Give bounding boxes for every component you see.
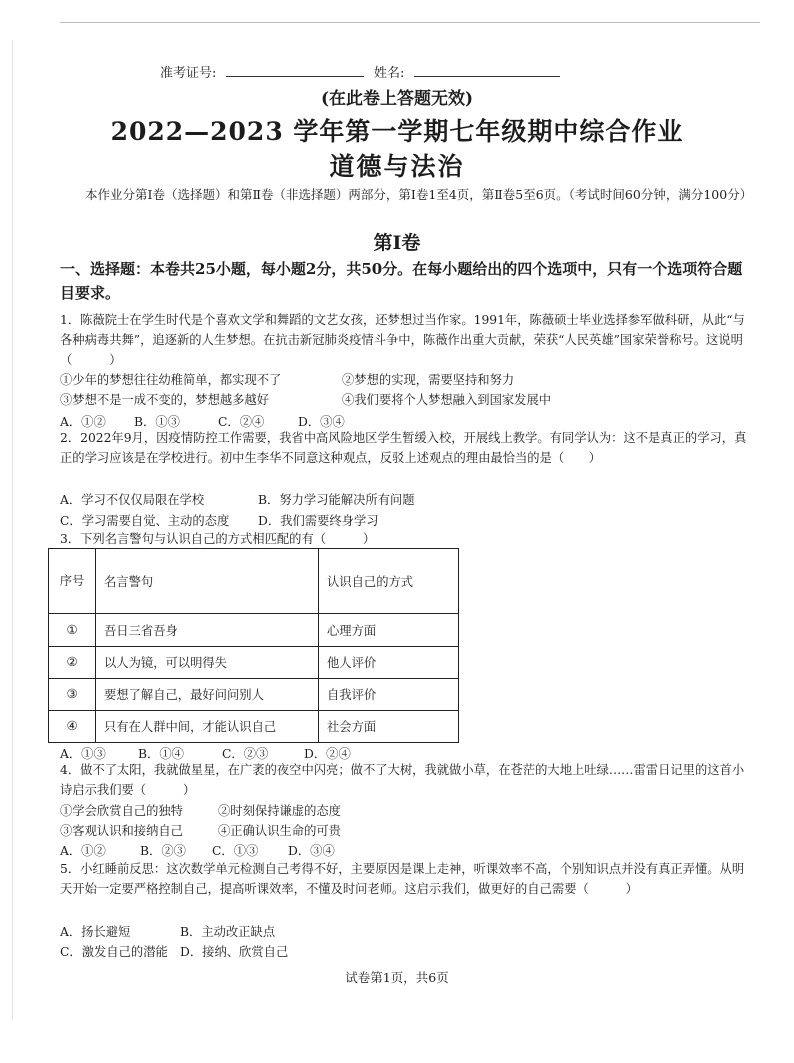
table-cell-method: 社会方面 bbox=[319, 710, 459, 742]
question-1-statement-2: ②梦想的实现，需要坚持和努力 bbox=[342, 373, 515, 387]
table-row bbox=[49, 646, 459, 678]
question-5-option-c[interactable]: C．激发自己的潜能 bbox=[60, 945, 168, 959]
table-row bbox=[49, 614, 459, 646]
table-row bbox=[49, 678, 459, 710]
question-2-option-c[interactable]: C．学习需要自觉、主动的态度 bbox=[60, 514, 230, 528]
table-cell-number: ② bbox=[49, 646, 96, 678]
binding-margin-line bbox=[12, 40, 13, 1020]
question-3-option-c[interactable]: C．②③ bbox=[222, 747, 269, 761]
exam-id-label: 准考证号: bbox=[160, 66, 217, 81]
table-cell-quote: 只有在人群中间，才能认识自己 bbox=[96, 710, 319, 742]
question-5-option-b[interactable]: B．主动改正缺点 bbox=[180, 925, 276, 939]
table-cell-method: 自我评价 bbox=[319, 678, 459, 710]
table-cell-quote: 吾日三省吾身 bbox=[96, 614, 319, 646]
table-cell-method: 心理方面 bbox=[319, 614, 459, 646]
question-4-stem: 4．做不了太阳，我就做星星，在广袤的夜空中闪亮；做不了大树，我就做小草，在苍茫的大地上吐绿……雷雷日记里的这首小诗启示我们要（ ） bbox=[60, 763, 745, 797]
question-1-statement-1: ①少年的梦想往往幼稚简单，都实现不了 bbox=[60, 373, 282, 387]
table-header-method: 认识自己的方式 bbox=[319, 549, 459, 614]
question-5-option-d[interactable]: D．接纳、欣赏自己 bbox=[180, 945, 289, 959]
quotes-table bbox=[48, 548, 459, 743]
subject-title: 道德与法治 bbox=[329, 152, 465, 181]
table-row bbox=[49, 710, 459, 742]
question-1-option-b[interactable]: B．①③ bbox=[134, 415, 180, 429]
exam-intro: 本作业分第Ⅰ卷（选择题）和第Ⅱ卷（非选择题）两部分，第Ⅰ卷1至4页，第Ⅱ卷5至6页。（考试时间60分钟，满分100分） bbox=[85, 187, 753, 202]
question-3-option-d[interactable]: D．②④ bbox=[304, 747, 351, 761]
question-4-statement-1: ①学会欣赏自己的独特 bbox=[60, 804, 183, 818]
question-3-stem: 3．下列名言警句与认识自己的方式相匹配的有（ ） bbox=[60, 532, 376, 546]
question-1-statement-4: ④我们要将个人梦想融入到国家发展中 bbox=[342, 393, 552, 407]
question-4-option-c[interactable]: C．①③ bbox=[212, 844, 259, 858]
question-5-stem: 5．小红睡前反思：这次数学单元检测自己考得不好，主要原因是课上走神，听课效率不高，个别知识点并没有真正弄懂。从明天开始一定要严格控制自己，提高听课效率，不懂及时问老师。这启示我们，做更好的自己需要（ ） bbox=[60, 862, 745, 896]
question-4-statement-4: ④正确认识生命的可贵 bbox=[218, 824, 341, 838]
question-1-option-a[interactable]: A．①② bbox=[60, 415, 106, 429]
question-2-stem: 2．2022年9月，因疫情防控工作需要，我省中高风险地区学生暂缓入校，开展线上教学。有同学认为：这不是真正的学习，真正的学习应该是在学校进行。初中生李华不同意这种观点，反驳上述观点的理由最恰当的是（ ） bbox=[60, 431, 747, 465]
table-cell-quote: 要想了解自己，最好问问别人 bbox=[96, 678, 319, 710]
table-cell-number: ① bbox=[49, 614, 96, 646]
exam-title: 2022—2023 学年第一学期七年级期中综合作业 bbox=[110, 117, 684, 146]
question-4-option-d[interactable]: D．③④ bbox=[288, 844, 335, 858]
page-footer: 试卷第1页，共6页 bbox=[345, 970, 449, 985]
question-1-option-d[interactable]: D．③④ bbox=[298, 415, 345, 429]
question-4-statement-2: ②时刻保持谦虚的态度 bbox=[218, 804, 341, 818]
table-cell-method: 他人评价 bbox=[319, 646, 459, 678]
question-4-option-b[interactable]: B．②③ bbox=[140, 844, 186, 858]
name-field bbox=[414, 76, 560, 77]
table-header-row bbox=[49, 549, 459, 614]
table-header-quote: 名言警句 bbox=[96, 549, 319, 614]
question-1-stem: 1．陈薇院士在学生时代是个喜欢文学和舞蹈的文艺女孩，还梦想过当作家。1991年，陈薇硕士毕业选择参军做科研，从此“与各种病毒共舞”，追逐新的人生梦想。在抗击新冠肺炎疫情斗争中，陈薇作出重大贡献，荣获“人民英雄”国家荣誉称号。这说明（ ） bbox=[60, 313, 745, 367]
name-label: 姓名: bbox=[374, 66, 405, 81]
question-2-option-b[interactable]: B．努力学习能解决所有问题 bbox=[258, 493, 415, 507]
part-one-title: 第Ⅰ卷 bbox=[373, 232, 421, 254]
question-3-option-a[interactable]: A．①③ bbox=[60, 747, 106, 761]
question-1-option-c[interactable]: C．②④ bbox=[218, 415, 265, 429]
question-2-option-d[interactable]: D．我们需要终身学习 bbox=[258, 514, 379, 528]
question-2-option-a[interactable]: A．学习不仅仅局限在学校 bbox=[60, 493, 205, 507]
exam-id-field bbox=[226, 76, 364, 77]
question-3-option-b[interactable]: B．①④ bbox=[138, 747, 184, 761]
question-5-option-a[interactable]: A．扬长避短 bbox=[60, 925, 131, 939]
table-cell-number: ③ bbox=[49, 678, 96, 710]
question-1-statement-3: ③梦想不是一成不变的，梦想越多越好 bbox=[60, 393, 270, 407]
section-instructions: 一、选择题：本卷共25小题，每小题2分，共50分。在每小题给出的四个选项中，只有一个选项符合题目要求。 bbox=[60, 260, 743, 302]
table-cell-quote: 以人为镜，可以明得失 bbox=[96, 646, 319, 678]
table-header-number: 序号 bbox=[49, 549, 96, 614]
top-border-line bbox=[60, 22, 760, 23]
question-4-option-a[interactable]: A．①② bbox=[60, 844, 106, 858]
table-cell-number: ④ bbox=[49, 710, 96, 742]
question-4-statement-3: ③客观认识和接纳自己 bbox=[60, 824, 183, 838]
answer-notice: (在此卷上答题无效) bbox=[320, 89, 474, 109]
